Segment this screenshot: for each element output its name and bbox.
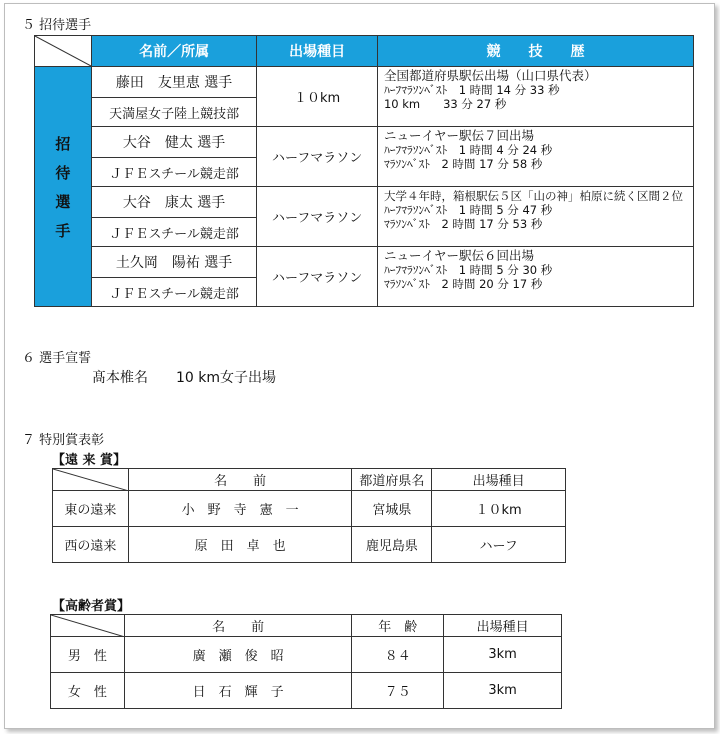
col-name-header: 名前／所属 <box>91 36 256 67</box>
athlete-history: 大学４年時，箱根駅伝５区「山の神」柏原に続く区間２位 ﾊｰﾌﾏﾗｿﾝﾍﾞｽﾄ 1 時間 5 分 47 秒 ﾏﾗｿﾝﾍﾞｽﾄ 2 時間 17 分 53 秒 <box>377 187 693 247</box>
col-event-header: 出場種目 <box>257 36 378 67</box>
winner-name: 廣 瀬 俊 昭 <box>124 637 352 673</box>
col-event-header: 出場種目 <box>444 615 562 637</box>
winner-event: ハーフ <box>432 527 566 563</box>
athlete-event: ハーフマラソン <box>257 187 378 247</box>
diagonal-header-cell <box>51 615 125 637</box>
section7-heading: ７ 特別賞表彰 <box>22 433 105 448</box>
winner-prefecture: 宮城県 <box>352 491 432 527</box>
winner-age: ８４ <box>352 637 444 673</box>
athlete-event: ハーフマラソン <box>257 127 378 187</box>
winner-name: 日 石 輝 子 <box>124 673 352 709</box>
athlete-team: ＪＦＥスチール競走部 <box>91 218 256 247</box>
athlete-event: １０km <box>257 67 378 127</box>
winner-prefecture: 鹿児島県 <box>352 527 432 563</box>
koureisha-title: 【高齢者賞】 <box>52 599 131 614</box>
winner-event: 3km <box>444 673 562 709</box>
col-history-header: 競 技 歴 <box>377 36 693 67</box>
row-label: 東の遠来 <box>53 491 129 527</box>
col-age-header: 年 齢 <box>352 615 444 637</box>
invited-athletes-table <box>34 35 694 307</box>
athlete-name: 大谷 健太 選手 <box>91 127 256 158</box>
athlete-history: ニューイヤー駅伝７回出場 ﾊｰﾌﾏﾗｿﾝﾍﾞｽﾄ 1 時間 4 分 24 秒 ﾏﾗｿﾝﾍﾞｽﾄ 2 時間 17 分 58 秒 <box>377 127 693 187</box>
section6-heading: ６ 選手宣誓 <box>22 351 92 366</box>
winner-age: ７５ <box>352 673 444 709</box>
row-label: 女 性 <box>51 673 125 709</box>
row-label: 西の遠来 <box>53 527 129 563</box>
diagonal-header-cell <box>35 36 92 67</box>
col-name-header: 名 前 <box>124 615 352 637</box>
athlete-team: ＪＦＥスチール競走部 <box>91 158 256 187</box>
invited-side-label: 招 待 選 手 <box>35 67 92 307</box>
winner-name: 小 野 寺 憲 一 <box>128 491 352 527</box>
col-event-header: 出場種目 <box>432 469 566 491</box>
athlete-name: 土久岡 陽祐 選手 <box>91 247 256 278</box>
athlete-history: ニューイヤー駅伝６回出場 ﾊｰﾌﾏﾗｿﾝﾍﾞｽﾄ 1 時間 5 分 30 秒 ﾏﾗｿﾝﾍﾞｽﾄ 2 時間 20 分 17 秒 <box>377 247 693 307</box>
col-pref-header: 都道府県名 <box>352 469 432 491</box>
athlete-event: ハーフマラソン <box>257 247 378 307</box>
diagonal-header-cell <box>53 469 129 491</box>
athlete-name: 藤田 友里恵 選手 <box>91 67 256 98</box>
enrai-title: 【遠 来 賞】 <box>52 453 127 468</box>
athlete-team: 天満屋女子陸上競技部 <box>91 98 256 127</box>
row-label: 男 性 <box>51 637 125 673</box>
elderly-award-table <box>50 614 562 709</box>
oath-content: 髙本椎名 10 km女子出場 <box>92 370 277 386</box>
athlete-history: 全国都道府県駅伝出場（山口県代表） ﾊｰﾌﾏﾗｿﾝﾍﾞｽﾄ 1 時間 14 分 33 秒 10 km 33 分 27 秒 <box>377 67 693 127</box>
winner-event: １０km <box>432 491 566 527</box>
athlete-team: ＪＦＥスチール競走部 <box>91 278 256 307</box>
enrai-award-table <box>52 468 566 563</box>
col-name-header: 名 前 <box>128 469 352 491</box>
section5-heading: ５ 招待選手 <box>22 18 92 33</box>
athlete-name: 大谷 康太 選手 <box>91 187 256 218</box>
winner-name: 原 田 卓 也 <box>128 527 352 563</box>
winner-event: 3km <box>444 637 562 673</box>
